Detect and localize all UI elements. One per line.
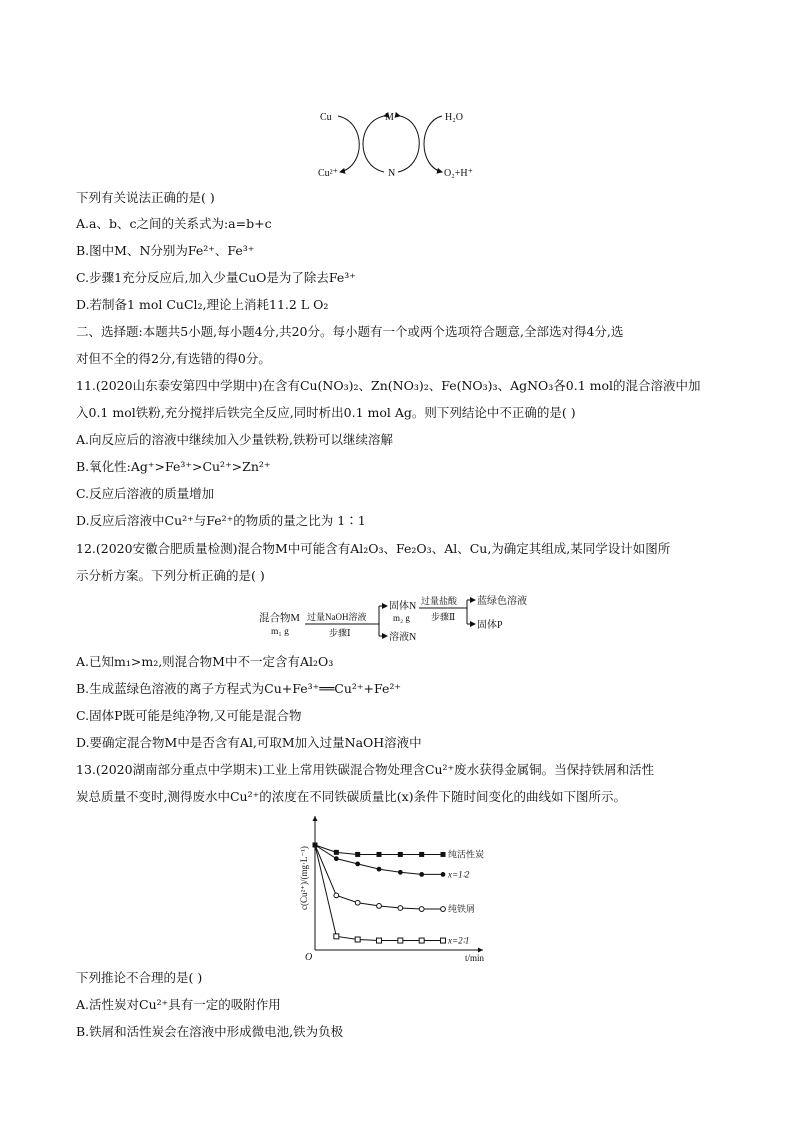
q12-option-b: B.生成蓝绿色溶液的离子方程式为Cu+Fe³⁺══Cu²⁺+Fe²⁺ bbox=[76, 681, 401, 696]
data-point bbox=[398, 938, 403, 943]
section2-instructions-1: 二、选择题:本题共5小题,每小题4分,共20分。每小题有一个或两个选项符合题意,全部选对得4分,选 bbox=[76, 324, 624, 339]
data-point bbox=[377, 867, 382, 872]
q11-option-b: B.氧化性:Ag⁺>Fe³⁺>Cu²⁺>Zn²⁺ bbox=[76, 459, 271, 474]
flow-step1-label: 步骤Ⅰ bbox=[329, 628, 351, 638]
q13-option-a: A.活性炭对Cu²⁺具有一定的吸附作用 bbox=[76, 997, 281, 1012]
flow-start-mass: m₁ g bbox=[271, 627, 289, 637]
flow-blue-green: 蓝绿色溶液 bbox=[477, 596, 527, 607]
q11-stem-2: 入0.1 mol铁粉,充分搅拌后铁完全反应,同时析出0.1 mol Ag。则下列结论中不正确的是( ) bbox=[76, 405, 576, 420]
h2o-label: H₂O bbox=[445, 112, 463, 123]
q13-stem-2: 炭总质量不变时,测得废水中Cu²⁺的浓度在不同铁碳质量比(x)条件下随时间变化的曲线如下图所示。 bbox=[76, 789, 627, 804]
x-axis-label: t/min bbox=[465, 953, 485, 963]
o2h-label: O₂+H⁺ bbox=[444, 168, 473, 179]
data-point bbox=[398, 870, 403, 875]
data-point bbox=[419, 852, 424, 857]
data-point bbox=[441, 938, 446, 943]
data-point bbox=[355, 937, 360, 942]
cu-label: Cu bbox=[320, 112, 332, 123]
cu2-label: Cu²⁺ bbox=[318, 168, 338, 179]
flow-start-label: 混合物M bbox=[259, 613, 300, 624]
q10-option-d: D.若制备1 mol CuCl₂,理论上消耗11.2 L O₂ bbox=[76, 297, 329, 312]
q11-option-a: A.向反应后的溶液中继续加入少量铁粉,铁粉可以继续溶解 bbox=[76, 432, 393, 447]
q11-option-c: C.反应后溶液的质量增加 bbox=[76, 486, 215, 501]
data-point bbox=[334, 856, 339, 861]
data-point bbox=[441, 852, 446, 857]
flow-step2-label: 步骤Ⅱ bbox=[431, 612, 456, 622]
y-axis-arrow bbox=[313, 816, 318, 821]
data-point bbox=[355, 900, 360, 905]
q13-stem-3: 下列推论不合理的是( ) bbox=[76, 970, 203, 985]
cycle-arc-3 bbox=[398, 116, 419, 172]
q11-stem-1: 11.(2020山东泰安第四中学期中)在含有Cu(NO₃)₂、Zn(NO₃)₂、Fe(NO₃)₃、AgNO₃各0.1 mol的混合溶液中加 bbox=[76, 378, 701, 393]
cycle-arc-4 bbox=[424, 116, 442, 172]
m-label: M bbox=[385, 112, 394, 123]
q12-option-a: A.已知m₁>m₂,则混合物M中不一定含有Al₂O₃ bbox=[76, 654, 334, 669]
q13-option-b: B.铁屑和活性炭会在溶液中形成微电池,铁为负极 bbox=[76, 1024, 344, 1039]
n-label: N bbox=[388, 168, 396, 179]
data-point bbox=[334, 850, 339, 855]
data-point bbox=[334, 934, 339, 939]
q10-option-b: B.图中M、N分别为Fe²⁺、Fe³⁺ bbox=[76, 243, 255, 258]
series-label: x=2∶1 bbox=[448, 935, 470, 946]
q12-stem-1: 12.(2020安徽合肥质量检测)混合物M中可能含有Al₂O₃、Fe₂O₃、Al、Cu,为确定其组成,某同学设计如图所 bbox=[76, 541, 671, 556]
q10-option-a: A.a、b、c之间的关系式为:a=b+c bbox=[76, 216, 272, 231]
series-label: 纯活性炭 bbox=[448, 849, 485, 860]
flow-solid-p: 固体P bbox=[477, 620, 503, 631]
redox-cycle-diagram bbox=[300, 100, 520, 190]
flow-step1-reagent: 过量NaOH溶液 bbox=[307, 612, 367, 622]
data-point bbox=[377, 904, 382, 909]
separation-flow-diagram bbox=[255, 592, 555, 648]
q13-stem-1: 13.(2020湖南部分重点中学期末)工业上常用铁碳混合物处理含Cu²⁺废水获得金属铜。当保持铁屑和活性 bbox=[76, 762, 655, 777]
data-point bbox=[419, 938, 424, 943]
origin-label: O bbox=[305, 952, 313, 963]
data-point bbox=[441, 872, 446, 877]
q12-option-c: C.固体P既可能是纯净物,又可能是混合物 bbox=[76, 708, 302, 723]
series-label: 纯铁屑 bbox=[448, 904, 476, 915]
data-point bbox=[441, 907, 446, 912]
data-point bbox=[398, 852, 403, 857]
data-point bbox=[419, 872, 424, 877]
data-point bbox=[355, 862, 360, 867]
q10-stem: 下列有关说法正确的是( ) bbox=[76, 190, 215, 205]
cycle-arc-1 bbox=[338, 116, 359, 172]
flow-solid-n: 固体N bbox=[389, 601, 417, 612]
data-point bbox=[377, 852, 382, 857]
q10-option-c: C.步骤1充分反应后,加入少量CuO是为了除去Fe³⁺ bbox=[76, 270, 356, 285]
q12-option-d: D.要确定混合物M中是否含有Al,可取M加入过量NaOH溶液中 bbox=[76, 735, 422, 750]
y-axis-label: c(Cu²⁺)/(mg·L⁻¹) bbox=[299, 846, 309, 910]
q12-stem-2: 示分析方案。下列分析正确的是( ) bbox=[76, 568, 265, 583]
series-label: x=1∶2 bbox=[448, 869, 470, 880]
data-point bbox=[398, 906, 403, 911]
flow-step2-reagent: 过量盐酸 bbox=[421, 596, 458, 606]
data-point bbox=[334, 893, 339, 898]
data-point bbox=[355, 852, 360, 857]
flow-solid-n-mass: m₂ g bbox=[393, 613, 410, 623]
flow-solution-n: 溶液N bbox=[389, 632, 417, 643]
x-axis-arrow bbox=[478, 948, 483, 953]
section2-instructions-2: 对但不全的得2分,有选错的得0分。 bbox=[76, 351, 271, 366]
cycle-arc-2 bbox=[363, 116, 384, 172]
data-point bbox=[419, 907, 424, 912]
q11-option-d: D.反应后溶液中Cu²⁺与Fe²⁺的物质的量之比为 1∶1 bbox=[76, 513, 366, 528]
data-point bbox=[377, 938, 382, 943]
cu-concentration-chart bbox=[280, 812, 510, 964]
start-point bbox=[313, 843, 318, 848]
